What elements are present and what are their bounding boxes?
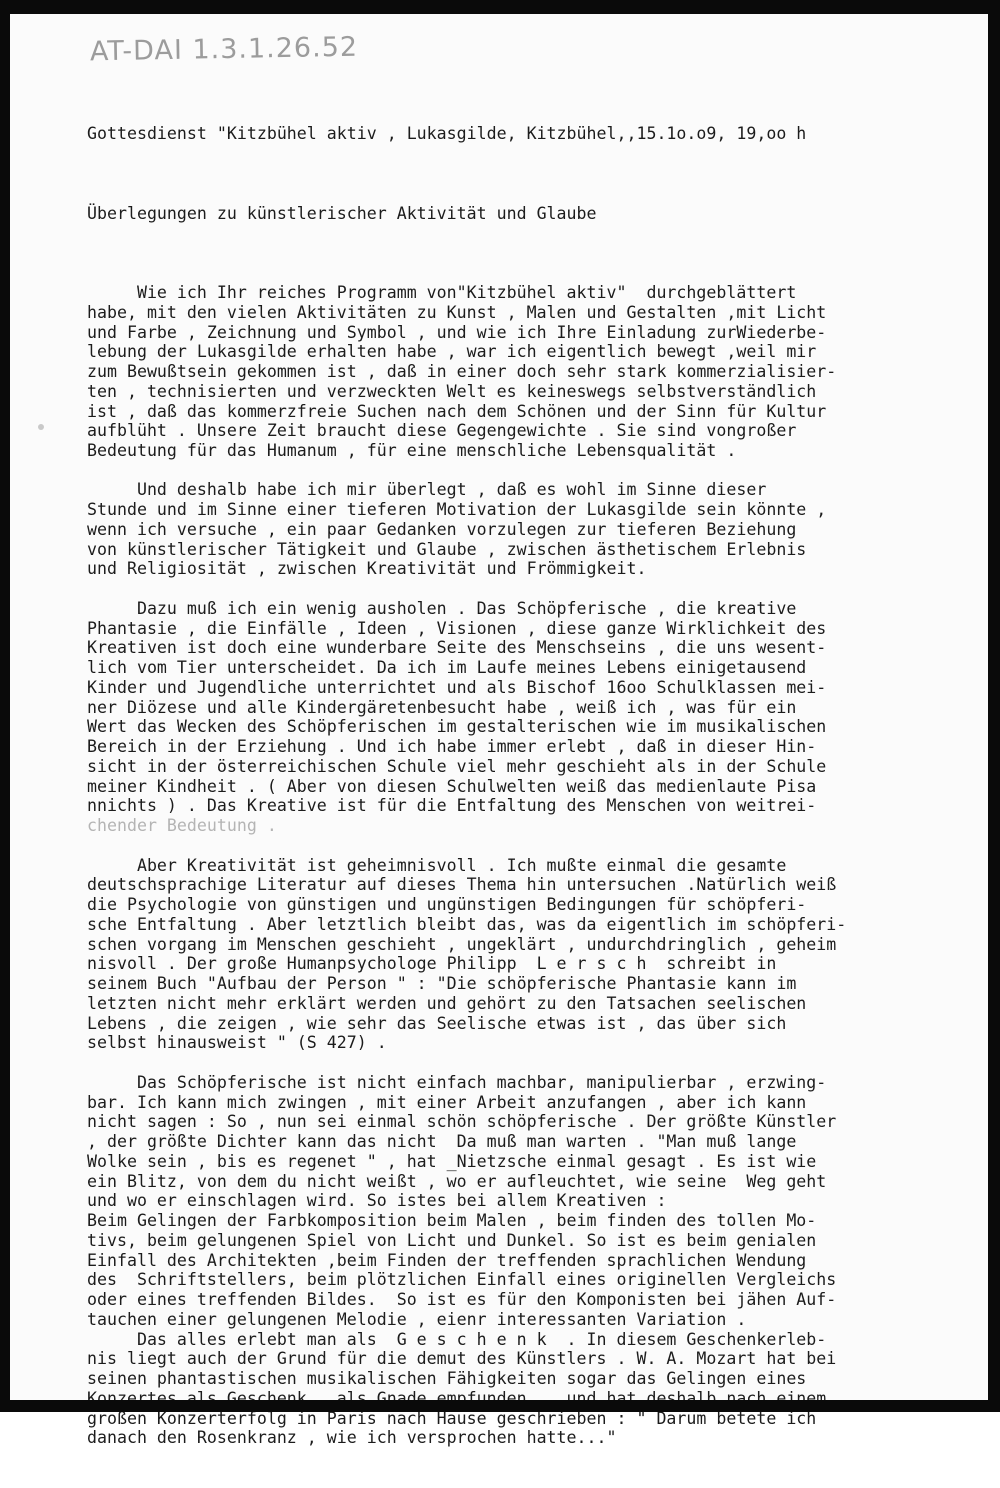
text-line: Bedeutung für das Humanum , für eine menschliche Lebensqualität . <box>87 441 737 460</box>
paragraph <box>87 480 977 579</box>
text-line: Und deshalb habe ich mir überlegt , daß es wohl im Sinne dieser <box>87 480 767 500</box>
text-line: wenn ich versuche , ein paar Gedanken vorzulegen zur tieferen Beziehung <box>87 519 797 539</box>
text-line: sicht in der österreichischen Schule viel mehr geschieht als in der Schule <box>87 756 827 776</box>
text-line: danach den Rosenkranz , wie ich versprochen hatte..." <box>87 1428 617 1448</box>
text-line: und Religiosität , zwischen Kreativität und Frömmigkeit. <box>87 559 647 579</box>
text-line: deutschsprachige Literatur auf dieses Thema hin untersuchen .Natürlich weiß <box>87 875 837 895</box>
text-line: Das alles erlebt man als G e s c h e n k . In diesem Geschenkerleb- <box>87 1329 827 1349</box>
paragraph <box>87 599 977 836</box>
paragraph <box>87 1073 977 1448</box>
punch-mark <box>38 424 44 430</box>
text-line: lebung der Lukasgilde erhalten habe , war ich eigentlich bewegt ,weil mir <box>87 342 817 362</box>
text-line: sche Entfaltung . Aber letztlich bleibt das, was da eigentlich im schöpferi- <box>87 914 847 934</box>
text-line: nicht sagen : So , nun sei einmal schön schöpferische . Der größte Künstler <box>87 1112 837 1132</box>
text-line: und Farbe , Zeichnung und Symbol , und wie ich Ihre Einladung zurWiederbe- <box>87 322 827 342</box>
paragraph <box>87 856 977 1054</box>
text-line: tauchen einer gelungenen Melodie , eienr interessanten Variation . <box>87 1309 747 1329</box>
text-line: habe, mit den vielen Aktivitäten zu Kunst , Malen und Gestalten ,mit Licht <box>87 302 827 322</box>
text-line: ein Blitz, von dem du nicht weißt , wo er aufleuchtet, wie seine Weg geht <box>87 1171 827 1191</box>
text-line: nnichts ) . Das Kreative ist für die Entfaltung des Menschen von weitrei- <box>87 796 817 816</box>
text-line: und wo er einschlagen wird. So istes bei allem Kreativen : <box>87 1191 667 1211</box>
text-line: oder eines treffenden Bildes. So ist es für den Komponisten bei jähen Auf- <box>87 1290 837 1309</box>
text-line: Wert das Wecken des Schöpferischen im gestalterischen wie im musikalischen <box>87 717 827 737</box>
paragraph <box>87 283 977 461</box>
text-line: selbst hinausweist " (S 427) . <box>87 1033 387 1053</box>
text-line: nis liegt auch der Grund für die demut des Künstlers . W. A. Mozart hat bei <box>87 1349 837 1369</box>
text-line: lich vom Tier unterscheidet. Da ich im Laufe meines Lebens einigetausend <box>87 658 807 678</box>
text-line: Das Schöpferische ist nicht einfach machbar, manipulierbar , erzwing- <box>87 1072 827 1092</box>
text-line: ten , technisierten und verzweckten Welt es keineswegs selbstverständlich <box>87 381 817 401</box>
text-line: Wie ich Ihr reiches Programm von"Kitzbühel aktiv" durchgeblättert <box>87 283 797 302</box>
text-line: chender Bedeutung . <box>87 816 277 836</box>
text-line: Bereich in der Erziehung . Und ich habe immer erlebt , daß in dieser Hin- <box>87 737 817 757</box>
text-line: von künstlerischer Tätigkeit und Glaube , zwischen ästhetischem Erlebnis <box>87 539 807 559</box>
text-line: Kinder und Jugendliche unterrichtet und als Bischof 16oo Schulklassen mei- <box>87 677 827 697</box>
text-line: großen Konzerterfolg in Paris nach Hause geschrieben : " Darum betete ich <box>87 1408 817 1428</box>
text-line: bar. Ich kann mich zwingen , mit einer Arbeit anzufangen , aber ich kann <box>87 1092 807 1112</box>
text-line: Einfall des Architekten ,beim Finden der treffenden sprachlichen Wendung <box>87 1250 807 1270</box>
text-line: ist , daß das kommerzfreie Suchen nach dem Schönen und der Sinn für Kultur <box>87 401 827 421</box>
text-line: schen vorgang im Menschen geschieht , ungeklärt , undurchdringlich , geheim <box>87 934 837 954</box>
text-line: des Schriftstellers, beim plötzlichen Einfall eines originellen Vergleichs <box>87 1270 837 1290</box>
text-line: Dazu muß ich ein wenig ausholen . Das Schöpferische , die kreative <box>87 598 797 618</box>
text-line: Beim Gelingen der Farbkomposition beim Malen , beim finden des tollen Mo- <box>87 1211 817 1230</box>
document-header: Gottesdienst "Kitzbühel aktiv , Lukasgilde, Kitzbühel,,15.1o.o9, 19,oo h <box>87 123 807 143</box>
text-line: seinen phantastischen musikalischen Fähigkeiten sogar das Gelingen eines <box>87 1369 807 1388</box>
text-line: ner Diözese und alle Kindergäretenbesucht habe , weiß ich , was für ein <box>87 697 797 717</box>
text-line: Phantasie , die Einfälle , Ideen , Visionen , diese ganze Wirklichkeit des <box>87 618 827 638</box>
text-line: tivs, beim gelungenen Spiel von Licht und Dunkel. So ist es beim genialen <box>87 1230 817 1250</box>
text-line: Wolke sein , bis es regenet " , hat _Nietzsche einmal gesagt . Es ist wie <box>87 1151 817 1171</box>
text-line: zum Bewußtsein gekommen ist , daß in einer doch sehr stark kommerzialisier- <box>87 362 837 381</box>
text-line: , der größte Dichter kann das nicht Da muß man warten . "Man muß lange <box>87 1132 797 1151</box>
text-line: seinem Buch "Aufbau der Person " : "Die schöpferische Phantasie kann im <box>87 974 797 994</box>
letter-body <box>87 84 977 1488</box>
document-subtitle: Überlegungen zu künstlerischer Aktivität und Glaube <box>87 203 597 223</box>
text-line: aufblüht . Unsere Zeit braucht diese Gegengewichte . Sie sind vongroßer <box>87 421 797 441</box>
text-line: letzten nicht mehr erklärt werden und gehört zu den Tatsachen seelischen <box>87 993 807 1013</box>
paragraphs <box>87 283 977 1448</box>
text-line: die Psychologie von günstigen und ungünstigen Bedingungen für schöpferi- <box>87 895 807 915</box>
text-line: Stunde und im Sinne einer tieferen Motivation der Lukasgilde sein könnte , <box>87 500 827 520</box>
text-line: Kreativen ist doch eine wunderbare Seite des Menschseins , die uns wesent- <box>87 638 827 658</box>
text-line: Aber Kreativität ist geheimnisvoll . Ich mußte einmal die gesamte <box>87 855 787 875</box>
text-line: Konzertes als Geschenk , als Gnade empfunden , und hat deshalb nach einem <box>87 1388 827 1408</box>
text-line: meiner Kindheit . ( Aber von diesen Schulwelten weiß das medienlaute Pisa <box>87 776 817 796</box>
scanned-page <box>10 14 988 1448</box>
text-line: nisvoll . Der große Humanpsychologe Philipp L e r s c h schreibt in <box>87 954 777 974</box>
archive-number: AT-DAI 1.3.1.26.52 <box>89 31 359 68</box>
text-line: Lebens , die zeigen , wie sehr das Seelische etwas ist , das über sich <box>87 1013 787 1033</box>
